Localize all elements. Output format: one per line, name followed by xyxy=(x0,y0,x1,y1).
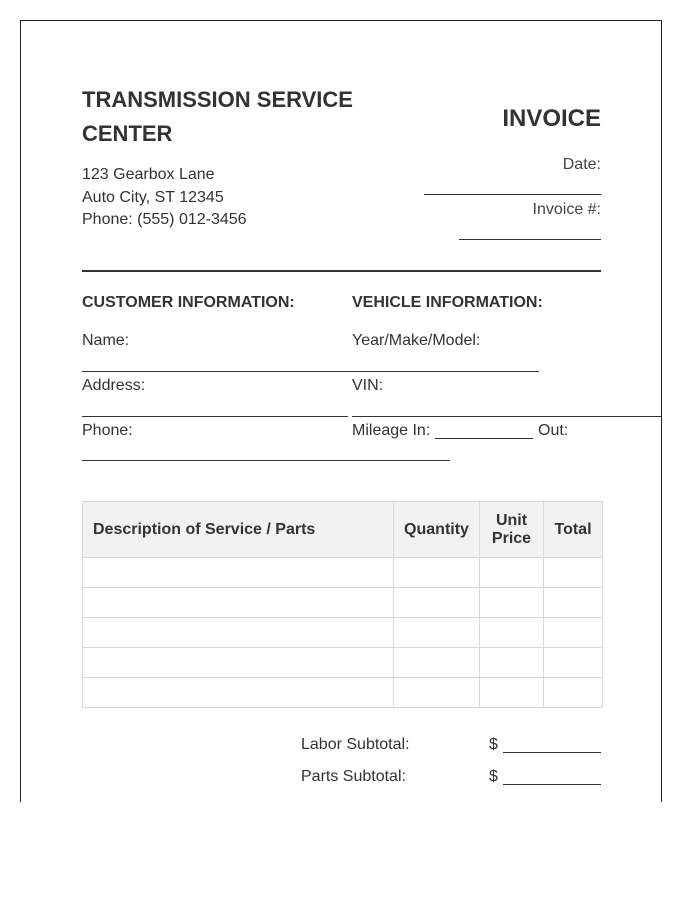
table-header-row xyxy=(83,502,603,558)
table-cell[interactable] xyxy=(83,648,394,678)
vehicle-vin-line[interactable] xyxy=(352,416,661,417)
service-items-table xyxy=(82,501,603,708)
table-cell[interactable] xyxy=(544,648,603,678)
customer-phone-line[interactable] xyxy=(82,460,450,461)
table-cell[interactable] xyxy=(544,678,603,708)
labor-subtotal-currency: $ xyxy=(489,736,498,753)
table-cell[interactable] xyxy=(83,678,394,708)
column-header-total: Total xyxy=(544,502,603,558)
customer-phone-label: Phone: xyxy=(82,422,133,439)
table-cell[interactable] xyxy=(480,678,544,708)
customer-address-line[interactable] xyxy=(82,416,348,417)
company-phone: Phone: (555) 012-3456 xyxy=(82,211,247,228)
table-cell[interactable] xyxy=(394,648,480,678)
column-header-unit-price-text: Unit Price xyxy=(491,511,532,547)
vehicle-vin-label: VIN: xyxy=(352,377,384,394)
table-cell[interactable] xyxy=(544,588,603,618)
table-cell[interactable] xyxy=(83,618,394,648)
parts-subtotal-currency: $ xyxy=(489,768,498,785)
table-cell[interactable] xyxy=(83,588,394,618)
table-cell[interactable] xyxy=(394,618,480,648)
table-cell[interactable] xyxy=(480,618,544,648)
table-row xyxy=(83,678,603,708)
table-cell[interactable] xyxy=(394,558,480,588)
customer-name-line[interactable] xyxy=(82,371,539,372)
column-header-description: Description of Service / Parts xyxy=(83,502,394,558)
company-name: TRANSMISSION SERVICE CENTER xyxy=(82,87,353,146)
column-header-unit-price xyxy=(480,502,544,558)
mileage-in-label: Mileage In: xyxy=(352,422,431,439)
company-address-line1: 123 Gearbox Lane xyxy=(82,166,215,183)
invoice-number-label: Invoice #: xyxy=(532,201,601,218)
column-header-quantity: Quantity xyxy=(394,502,480,558)
table-row xyxy=(83,558,603,588)
vehicle-info-heading: VEHICLE INFORMATION: xyxy=(352,294,543,311)
mileage-out-label: Out: xyxy=(538,422,569,439)
invoice-page xyxy=(20,20,662,802)
table-cell[interactable] xyxy=(394,588,480,618)
customer-info-heading: CUSTOMER INFORMATION: xyxy=(82,294,295,311)
table-cell[interactable] xyxy=(480,558,544,588)
table-cell[interactable] xyxy=(394,678,480,708)
table-row xyxy=(83,588,603,618)
table-row xyxy=(83,618,603,648)
vehicle-ymm-label: Year/Make/Model: xyxy=(352,332,481,349)
table-cell[interactable] xyxy=(480,648,544,678)
customer-address-label: Address: xyxy=(82,377,146,394)
labor-subtotal-line[interactable] xyxy=(503,752,601,753)
parts-subtotal-label: Parts Subtotal: xyxy=(301,768,406,785)
invoice-title: INVOICE xyxy=(502,105,601,132)
table-cell[interactable] xyxy=(544,618,603,648)
header-divider xyxy=(82,270,601,272)
mileage-in-line[interactable] xyxy=(435,438,533,439)
table-cell[interactable] xyxy=(83,558,394,588)
invoice-number-field-line[interactable] xyxy=(459,239,601,240)
parts-subtotal-line[interactable] xyxy=(503,784,601,785)
date-field-line[interactable] xyxy=(424,194,601,195)
labor-subtotal-label: Labor Subtotal: xyxy=(301,736,410,753)
table-row xyxy=(83,648,603,678)
table-cell[interactable] xyxy=(480,588,544,618)
company-address-line2: Auto City, ST 12345 xyxy=(82,189,224,206)
date-label: Date: xyxy=(562,156,601,173)
customer-name-label: Name: xyxy=(82,332,130,349)
table-cell[interactable] xyxy=(544,558,603,588)
